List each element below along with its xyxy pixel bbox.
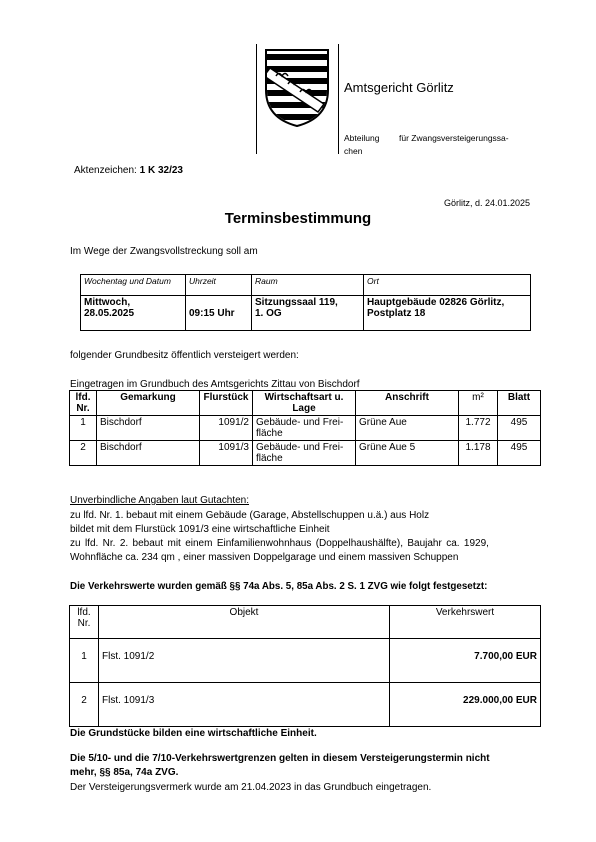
file-reference-label: Aktenzeichen: <box>74 165 137 176</box>
schedule-place <box>364 296 531 331</box>
table-row <box>70 683 541 727</box>
valuation-heading: Die Verkehrswerte wurden gemäß §§ 74a Abs. 5, 85a Abs. 2 S. 1 ZVG wie folgt festgesetzt: <box>70 581 488 592</box>
department-value-cont: chen <box>344 146 363 156</box>
parcel-wirt-line2: fläche <box>256 428 283 439</box>
parcel-wirt-line2: fläche <box>256 453 283 464</box>
value-wert: 229.000,00 EUR <box>390 683 541 727</box>
parcels-header-row <box>70 391 541 416</box>
value-nr: 1 <box>70 639 99 683</box>
parcels-table <box>69 390 541 466</box>
values-header-nr-line1: lfd. <box>77 607 91 618</box>
department-label: Abteilung <box>344 133 380 143</box>
value-objekt: Flst. 1091/3 <box>99 683 390 727</box>
parcel-wirtschaftsart <box>253 441 356 466</box>
place-date: Görlitz, d. 24.01.2025 <box>444 198 531 208</box>
saxony-coat-of-arms <box>262 46 332 128</box>
parcel-nr: 1 <box>70 416 97 441</box>
parcels-header-wirt-line1: Wirtschaftsart u. <box>264 392 344 403</box>
parcel-wirt-line1: Gebäude- und Frei- <box>256 417 344 428</box>
parcel-anschrift: Grüne Aue <box>356 416 459 441</box>
appraisal-line-4: Wohnfläche ca. 234 qm , einer massiven Doppelgarage und einem massiven Schuppen <box>70 552 459 563</box>
table-row <box>70 639 541 683</box>
schedule-room-line1: Sitzungssaal 119, <box>255 297 338 308</box>
registry-note: Der Versteigerungsvermerk wurde am 21.04.2023 in das Grundbuch eingetragen. <box>70 782 432 793</box>
values-header-objekt: Objekt <box>99 606 390 639</box>
schedule-header-room: Raum <box>252 275 364 296</box>
parcels-header-nr-line1: lfd. <box>75 392 91 403</box>
parcel-wirtschaftsart <box>253 416 356 441</box>
schedule-room-line2: 1. OG <box>255 308 282 319</box>
table-row <box>70 416 541 441</box>
values-table <box>69 605 541 727</box>
parcel-gemarkung: Bischdorf <box>97 441 200 466</box>
schedule-time: 09:15 Uhr <box>186 296 252 331</box>
schedule-day-line2: 28.05.2025 <box>84 308 135 319</box>
parcel-flurstueck: 1091/2 <box>200 416 253 441</box>
header-rule-left <box>256 44 257 154</box>
schedule-header-time: Uhrzeit <box>186 275 252 296</box>
parcel-flurstueck: 1091/3 <box>200 441 253 466</box>
parcel-qm: 1.772 <box>459 416 498 441</box>
value-wert: 7.700,00 EUR <box>390 639 541 683</box>
economic-unit: Die Grundstücke bilden eine wirtschaftliche Einheit. <box>70 728 317 739</box>
parcels-header-gemarkung: Gemarkung <box>97 391 200 416</box>
registry-line: Eingetragen im Grundbuch des Amtsgerichts Zittau von Bischdorf <box>70 379 360 390</box>
schedule-place-line1: Hauptgebäude 02826 Görlitz, <box>367 297 505 308</box>
parcel-anschrift: Grüne Aue 5 <box>356 441 459 466</box>
parcel-gemarkung: Bischdorf <box>97 416 200 441</box>
property-intro: folgender Grundbesitz öffentlich versteigert werden: <box>70 350 299 361</box>
appraisal-heading: Unverbindliche Angaben laut Gutachten: <box>70 495 250 506</box>
parcels-header-anschrift: Anschrift <box>356 391 459 416</box>
schedule-day-line1: Mittwoch, <box>84 297 131 308</box>
schedule-place-line2: Postplatz 18 <box>367 308 426 319</box>
parcels-header-wirtschaftsart <box>253 391 356 416</box>
page-title: Terminsbestimmung <box>224 210 372 227</box>
appraisal-line-1: zu lfd. Nr. 1. bebaut mit einem Gebäude (Garage, Abstellschuppen u.ä.) aus Holz <box>70 510 430 521</box>
appraisal-line-2: bildet mit dem Flurstück 1091/3 eine wirtschaftliche Einheit <box>70 524 330 535</box>
values-header-row <box>70 606 541 639</box>
value-objekt: Flst. 1091/2 <box>99 639 390 683</box>
schedule-header-row <box>81 275 531 296</box>
schedule-room <box>252 296 364 331</box>
values-header-wert: Verkehrswert <box>390 606 541 639</box>
parcels-header-qm: m² <box>459 391 498 416</box>
limits-line-1: Die 5/10- und die 7/10-Verkehrswertgrenzen gelten in diesem Versteigerungstermin nicht <box>70 753 490 764</box>
schedule-header-day: Wochentag und Datum <box>81 275 186 296</box>
schedule-row <box>81 296 531 331</box>
value-nr: 2 <box>70 683 99 727</box>
parcels-header-wirt-line2: Lage <box>292 403 316 414</box>
parcel-nr: 2 <box>70 441 97 466</box>
schedule-table <box>80 274 531 331</box>
parcel-wirt-line1: Gebäude- und Frei- <box>256 442 344 453</box>
file-reference-value: 1 K 32/23 <box>139 165 183 176</box>
values-header-nr-line2: Nr. <box>77 618 91 629</box>
parcel-blatt: 495 <box>498 416 541 441</box>
file-reference <box>74 165 183 176</box>
header-rule-right <box>338 44 339 154</box>
limits-line-2: mehr, §§ 85a, 74a ZVG. <box>70 767 179 778</box>
parcels-header-blatt: Blatt <box>498 391 541 416</box>
schedule-day <box>81 296 186 331</box>
intro-text: Im Wege der Zwangsvollstreckung soll am <box>70 246 258 257</box>
parcel-qm: 1.178 <box>459 441 498 466</box>
parcel-blatt: 495 <box>498 441 541 466</box>
values-header-nr <box>70 606 99 639</box>
schedule-header-place: Ort <box>364 275 531 296</box>
court-name: Amtsgericht Görlitz <box>344 80 454 95</box>
parcels-header-flurstueck: Flurstück <box>200 391 253 416</box>
table-row <box>70 441 541 466</box>
parcels-header-nr-line2: Nr. <box>76 403 90 414</box>
appraisal-line-3: zu lfd. Nr. 2. bebaut mit einem Einfamilienwohnhaus (Doppelhaushälfte), Baujahr ca. 1929, <box>70 538 489 549</box>
department-value: für Zwangsversteigerungssa- <box>399 133 509 143</box>
parcels-header-nr <box>70 391 97 416</box>
